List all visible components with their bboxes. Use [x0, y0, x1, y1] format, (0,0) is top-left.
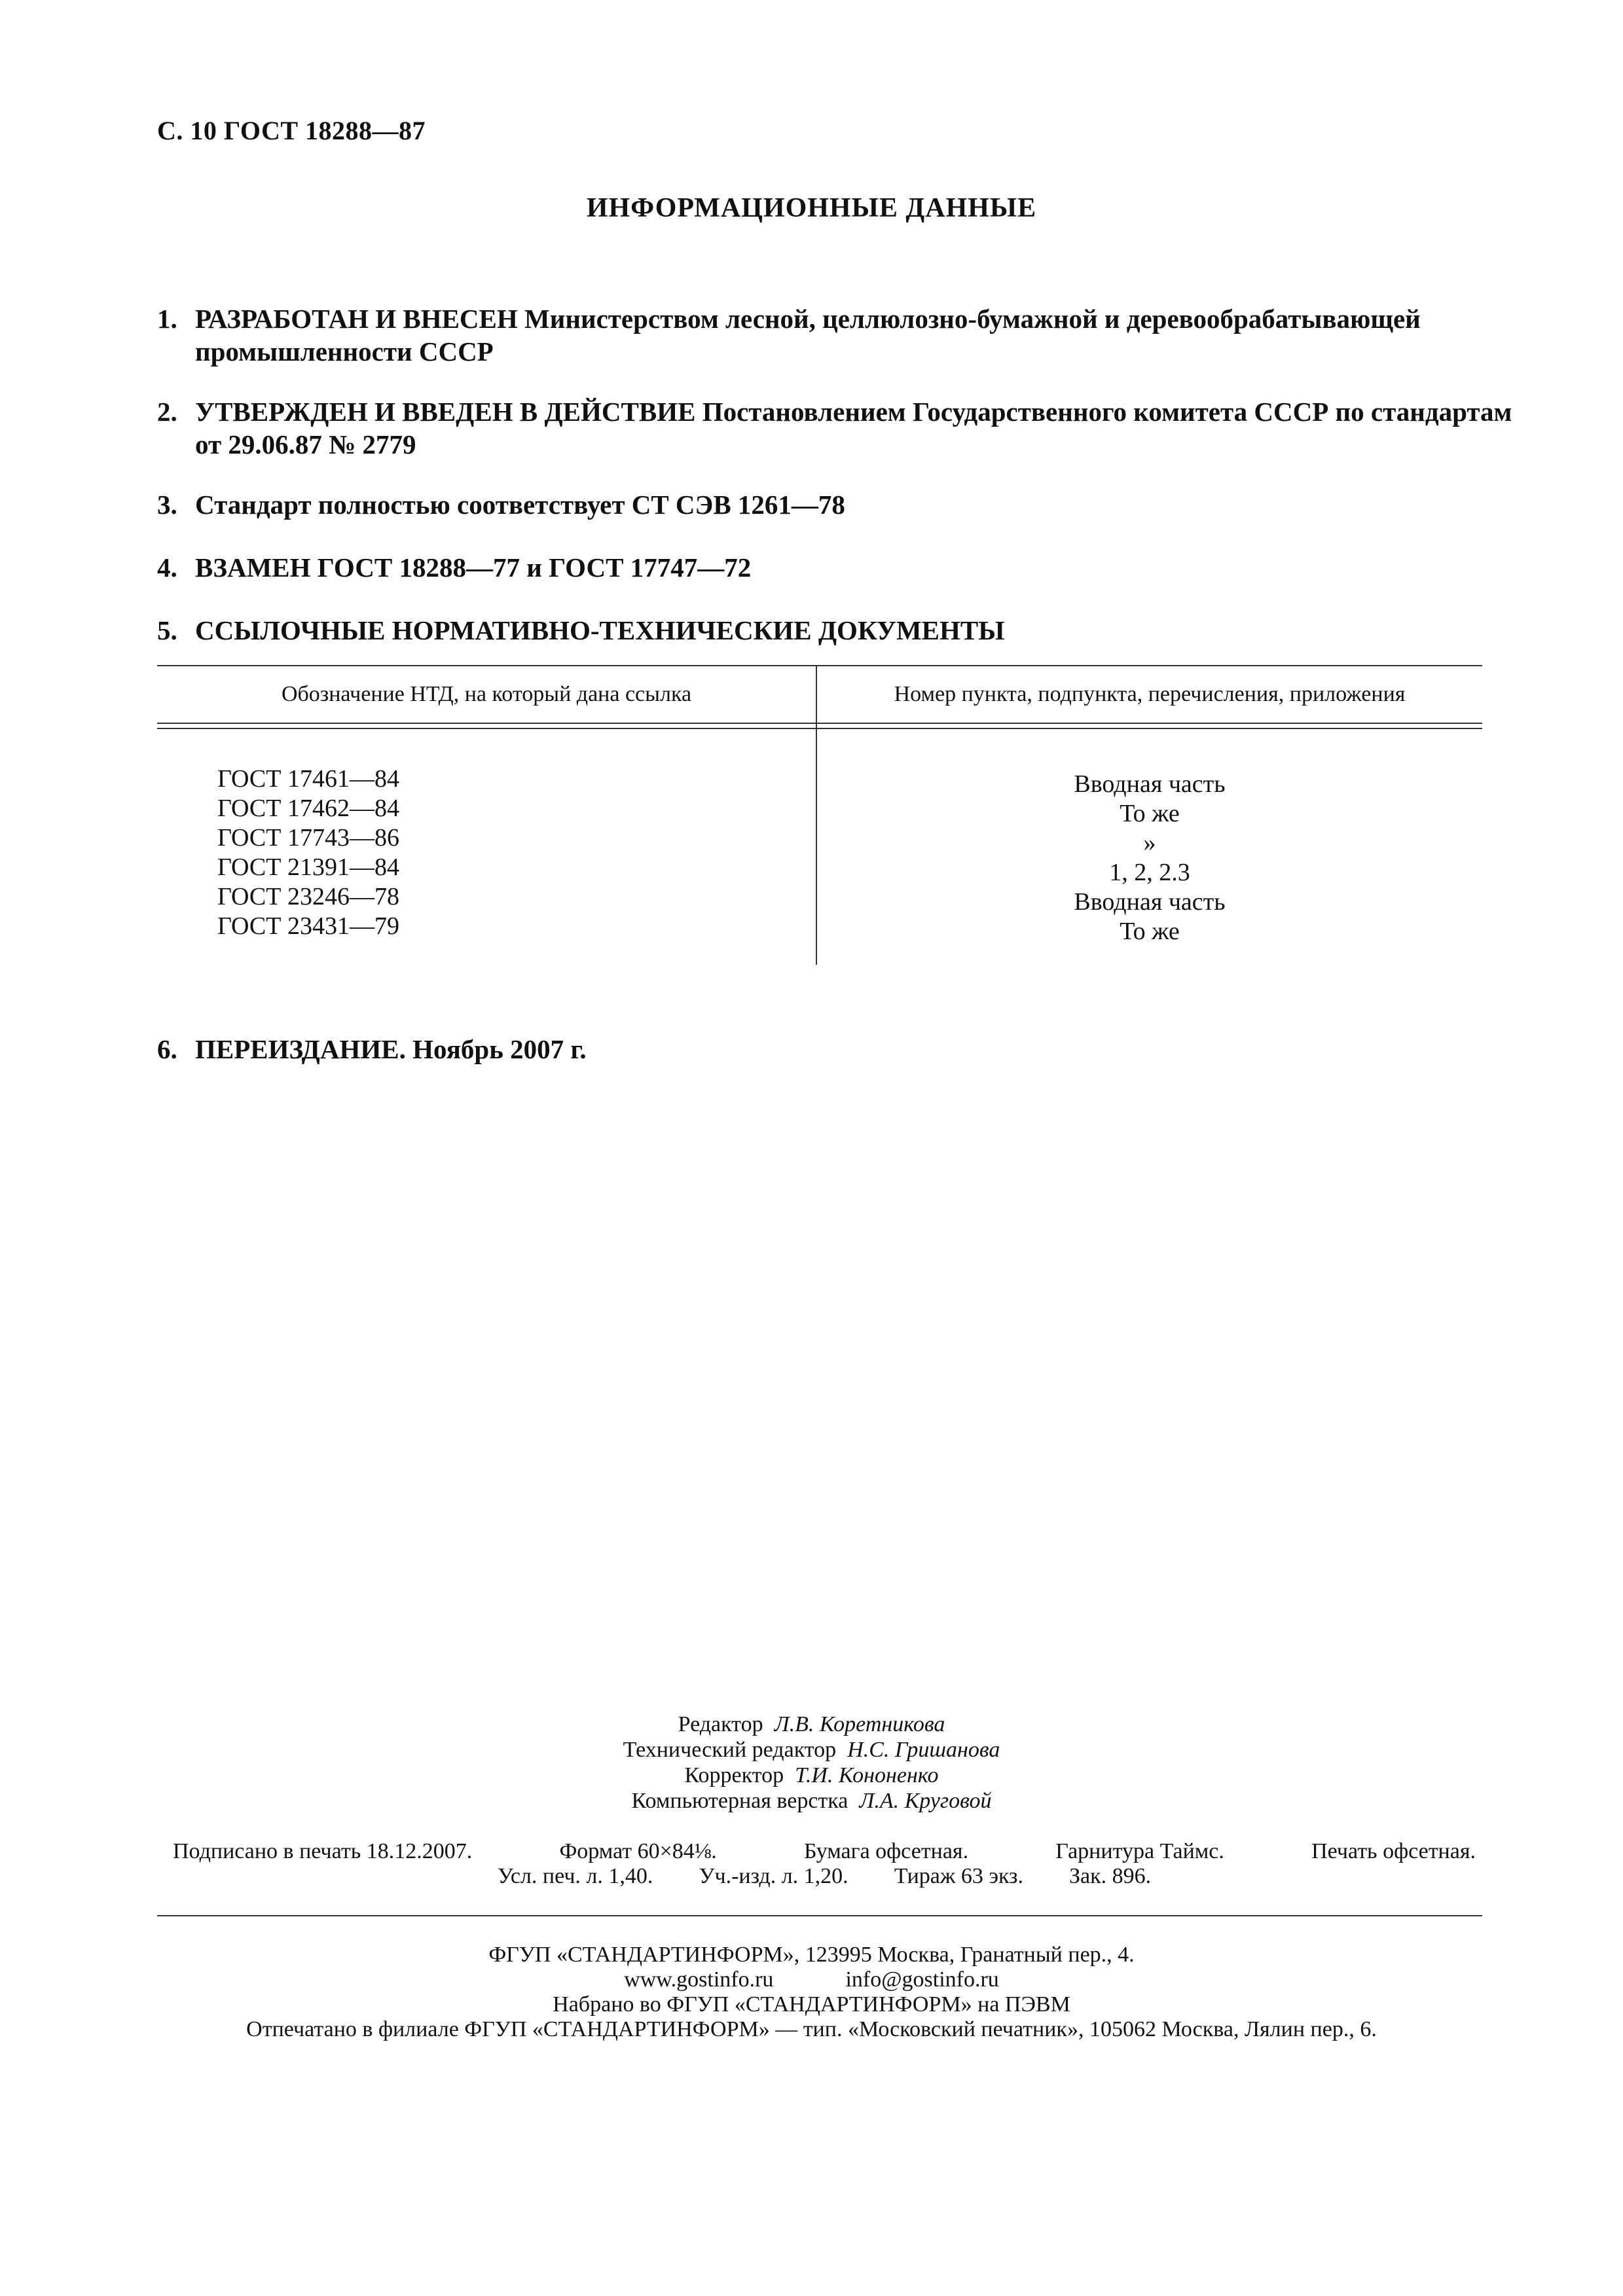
- print-detail: Тираж 63 экз.: [894, 1864, 1023, 1888]
- credit-name: Т.И. Кононенко: [795, 1763, 939, 1787]
- item-lead: ПЕРЕИЗДАНИЕ.: [195, 1034, 406, 1064]
- reference-column: [217, 764, 399, 941]
- item-text: Министерством лесной, целлюлозно-бумажной и деревообрабатывающей промышленности СССР: [195, 304, 1421, 367]
- credit-name: Л.В. Коретникова: [774, 1712, 945, 1736]
- credit-line: [0, 1712, 1623, 1737]
- print-detail: Формат 60×84⅛.: [559, 1839, 717, 1863]
- credit-line: [0, 1737, 1623, 1763]
- document-title: ИНФОРМАЦИОННЫЕ ДАННЫЕ: [586, 193, 1037, 223]
- credit-name: Н.С. Гришанова: [847, 1738, 1000, 1762]
- info-item-5: [157, 614, 1518, 647]
- section-cell: Вводная часть: [1074, 888, 1226, 916]
- printed-note: Отпечатано в филиале ФГУП «СТАНДАРТИНФОРМ» — тип. «Московский печатник», 105062 Москва, Лялин пер., 6.: [246, 2017, 1377, 2041]
- section-cell: »: [1143, 829, 1156, 857]
- divider: [157, 1915, 1482, 1916]
- section-cell: То же: [1120, 800, 1180, 827]
- page-header: С. 10 ГОСТ 18288—87: [157, 116, 426, 145]
- publisher-email[interactable]: info@gostinfo.ru: [845, 1967, 999, 1992]
- credit-line: [0, 1763, 1623, 1788]
- item-lead: УТВЕРЖДЕН И ВВЕДЕН В ДЕЙСТВИЕ: [195, 397, 696, 427]
- reference-cell: ГОСТ 23246—78: [217, 883, 399, 910]
- info-item-6: [157, 1033, 1518, 1066]
- item-lead: ВЗАМЕН ГОСТ 18288—77 и ГОСТ 17747—72: [195, 552, 752, 583]
- credit-role: Технический редактор: [623, 1738, 837, 1762]
- item-text: Ноябрь 2007 г.: [412, 1034, 587, 1064]
- credit-role: Компьютерная верстка: [631, 1789, 848, 1813]
- section-cell: Вводная часть: [1074, 770, 1226, 798]
- item-lead: РАЗРАБОТАН И ВНЕСЕН: [195, 304, 518, 334]
- reference-cell: ГОСТ 17462—84: [217, 795, 399, 822]
- info-item-3: [157, 488, 1518, 521]
- print-detail: Гарнитура Таймс.: [1055, 1839, 1224, 1863]
- section-column: [817, 770, 1482, 946]
- print-detail: Усл. печ. л. 1,40.: [497, 1864, 653, 1888]
- item-lead: ССЫЛОЧНЫЕ НОРМАТИВНО-ТЕХНИЧЕСКИЕ ДОКУМЕНТЫ: [195, 615, 1005, 645]
- editorial-credits: [0, 1712, 1623, 1814]
- publisher-info: [0, 1943, 1623, 2042]
- reference-cell: ГОСТ 17743—86: [217, 824, 399, 852]
- item-number: 3.: [157, 490, 177, 520]
- print-info-line: [173, 1839, 1476, 1864]
- credit-name: Л.А. Круговой: [859, 1789, 992, 1813]
- print-info-line: [173, 1864, 1476, 1889]
- info-item-4: [157, 551, 1518, 584]
- item-number: 5.: [157, 615, 177, 645]
- header-rule: [157, 723, 1482, 724]
- reference-table: [157, 665, 1482, 965]
- item-number: 6.: [157, 1034, 177, 1064]
- print-detail: Печать офсетная.: [1311, 1839, 1476, 1863]
- info-item-1: [157, 302, 1518, 368]
- reference-cell: ГОСТ 17461—84: [217, 765, 399, 793]
- publisher-address: ФГУП «СТАНДАРТИНФОРМ», 123995 Москва, Гранатный пер., 4.: [488, 1943, 1135, 1967]
- info-item-2: [157, 395, 1518, 461]
- print-detail: Подписано в печать 18.12.2007.: [173, 1839, 473, 1863]
- reference-cell: ГОСТ 21391—84: [217, 853, 399, 881]
- reference-cell: ГОСТ 23431—79: [217, 912, 399, 940]
- item-text: Стандарт полностью соответствует СТ СЭВ 1261—78: [195, 490, 845, 520]
- print-detail: Зак. 896.: [1068, 1864, 1152, 1888]
- item-text: Постановлением Государственного комитета СССР по стандартам от 29.06.87 № 2779: [195, 397, 1512, 459]
- table-header-reference: Обозначение НТД, на который дана ссылка: [281, 682, 692, 706]
- publisher-contacts: [0, 1967, 1623, 1992]
- credit-role: Редактор: [678, 1712, 763, 1736]
- section-cell: То же: [1120, 918, 1180, 945]
- print-detail: Бумага офсетная.: [804, 1839, 969, 1863]
- item-number: 2.: [157, 397, 177, 427]
- credit-line: [0, 1788, 1623, 1814]
- header-rule: [157, 728, 1482, 729]
- table-header-section: Номер пункта, подпункта, перечисления, приложения: [894, 682, 1406, 706]
- print-detail: Уч.-изд. л. 1,20.: [699, 1864, 848, 1888]
- print-info: [173, 1839, 1476, 1889]
- publisher-website[interactable]: www.gostinfo.ru: [624, 1967, 774, 1992]
- item-number: 1.: [157, 304, 177, 334]
- typeset-note: Набрано во ФГУП «СТАНДАРТИНФОРМ» на ПЭВМ: [553, 1992, 1070, 2017]
- item-number: 4.: [157, 552, 177, 583]
- credit-role: Корректор: [684, 1763, 784, 1787]
- section-cell: 1, 2, 2.3: [1109, 859, 1190, 886]
